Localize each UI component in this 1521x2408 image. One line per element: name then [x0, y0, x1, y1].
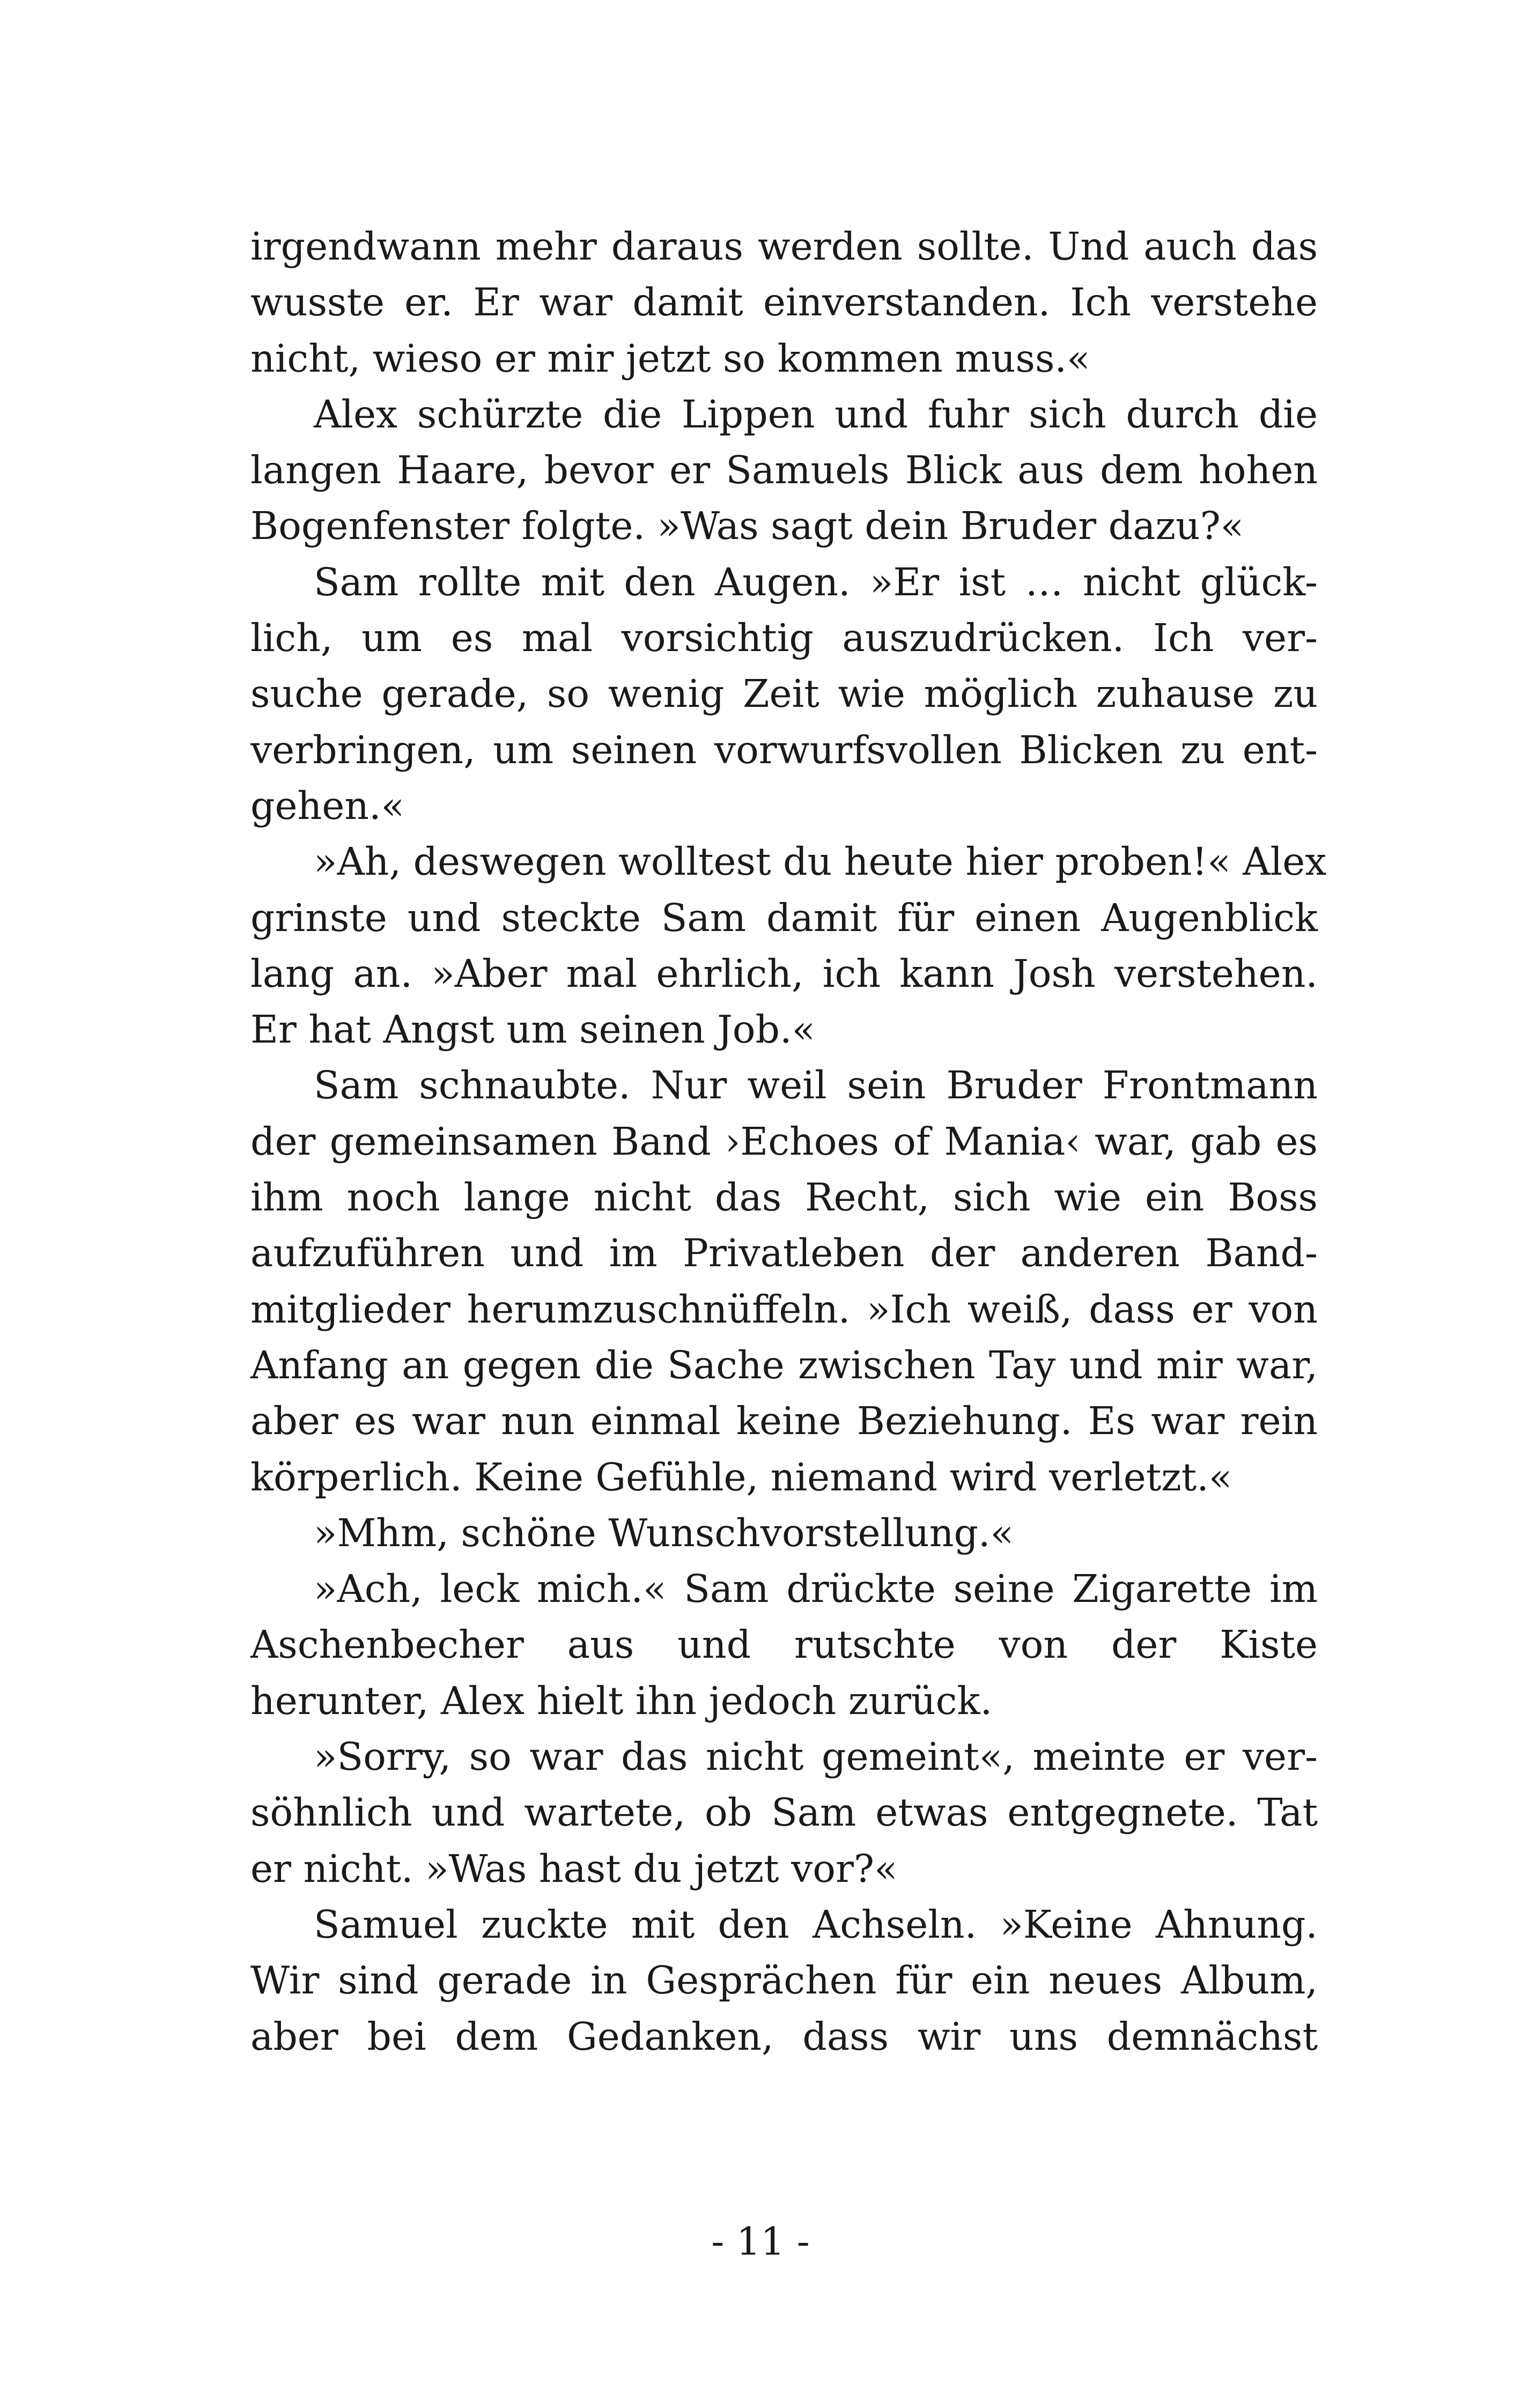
text-line: Samuel zuckte mit den Achseln. »Keine Ahnung.: [314, 1902, 1318, 1947]
text-line: irgendwann mehr daraus werden sollte. Und auch das: [250, 224, 1318, 269]
text-line: Alex schürzte die Lippen und fuhr sich durch die: [314, 392, 1318, 437]
text-line: körperlich. Keine Gefühle, niemand wird verletzt.«: [250, 1454, 1232, 1500]
text-line: verbringen, um seinen vorwurfsvollen Blicken zu ent-: [250, 727, 1318, 772]
text-line: söhnlich und wartete, ob Sam etwas entgegnete. Tat: [250, 1790, 1318, 1835]
text-line: »Sorry, so war das nicht gemeint«, meinte er ver-: [314, 1734, 1318, 1779]
text-line: nicht, wieso er mir jetzt so kommen muss.«: [250, 336, 1090, 381]
text-line: Sam rollte mit den Augen. »Er ist … nicht glück-: [314, 559, 1318, 604]
text-line: ihm noch lange nicht das Recht, sich wie ein Boss: [250, 1175, 1318, 1220]
text-line: wusste er. Er war damit einverstanden. Ich verstehe: [250, 280, 1318, 325]
text-line: der gemeinsamen Band ›Echoes of Mania‹ war, gab es: [250, 1119, 1318, 1164]
body-text: [250, 219, 1327, 2065]
text-line: Aschenbecher aus und rutschte von der Kiste: [250, 1622, 1318, 1667]
text-line: langen Haare, bevor er Samuels Blick aus dem hohen: [250, 448, 1318, 493]
text-line: Sam schnaubte. Nur weil sein Bruder Frontmann: [314, 1063, 1318, 1108]
text-line: lich, um es mal vorsichtig auszudrücken. Ich ver-: [250, 616, 1318, 661]
text-line: lang an. »Aber mal ehrlich, ich kann Josh verstehen.: [250, 951, 1318, 996]
text-line: Er hat Angst um seinen Job.«: [250, 1007, 815, 1052]
text-line: herunter, Alex hielt ihn jedoch zurück.: [250, 1678, 993, 1723]
text-line: grinste und steckte Sam damit für einen Augenblick: [250, 895, 1318, 940]
text-line: »Ah, deswegen wolltest du heute hier proben!« Alex: [314, 839, 1327, 884]
text-line: »Ach, leck mich.« Sam drückte seine Zigarette im: [314, 1567, 1318, 1612]
text-line: er nicht. »Was hast du jetzt vor?«: [250, 1846, 898, 1891]
text-line: Bogenfenster folgte. »Was sagt dein Bruder dazu?«: [250, 504, 1244, 549]
page-number: - 11 -: [711, 2219, 810, 2264]
text-line: aufzuführen und im Privatleben der anderen Band-: [250, 1231, 1318, 1276]
text-line: suche gerade, so wenig Zeit wie möglich zuhause zu: [250, 671, 1318, 717]
text-line: gehen.«: [250, 783, 404, 828]
text-line: aber bei dem Gedanken, dass wir uns demnächst: [250, 2014, 1318, 2059]
text-line: mitglieder herumzuschnüffeln. »Ich weiß, dass er von: [250, 1287, 1318, 1332]
text-line: Anfang an gegen die Sache zwischen Tay und mir war,: [250, 1342, 1318, 1387]
text-line: »Mhm, schöne Wunschvorstellung.«: [314, 1510, 1014, 1555]
text-line: aber es war nun einmal keine Beziehung. Es war rein: [250, 1399, 1318, 1444]
text-line: Wir sind gerade in Gesprächen für ein neues Album,: [250, 1958, 1318, 2003]
